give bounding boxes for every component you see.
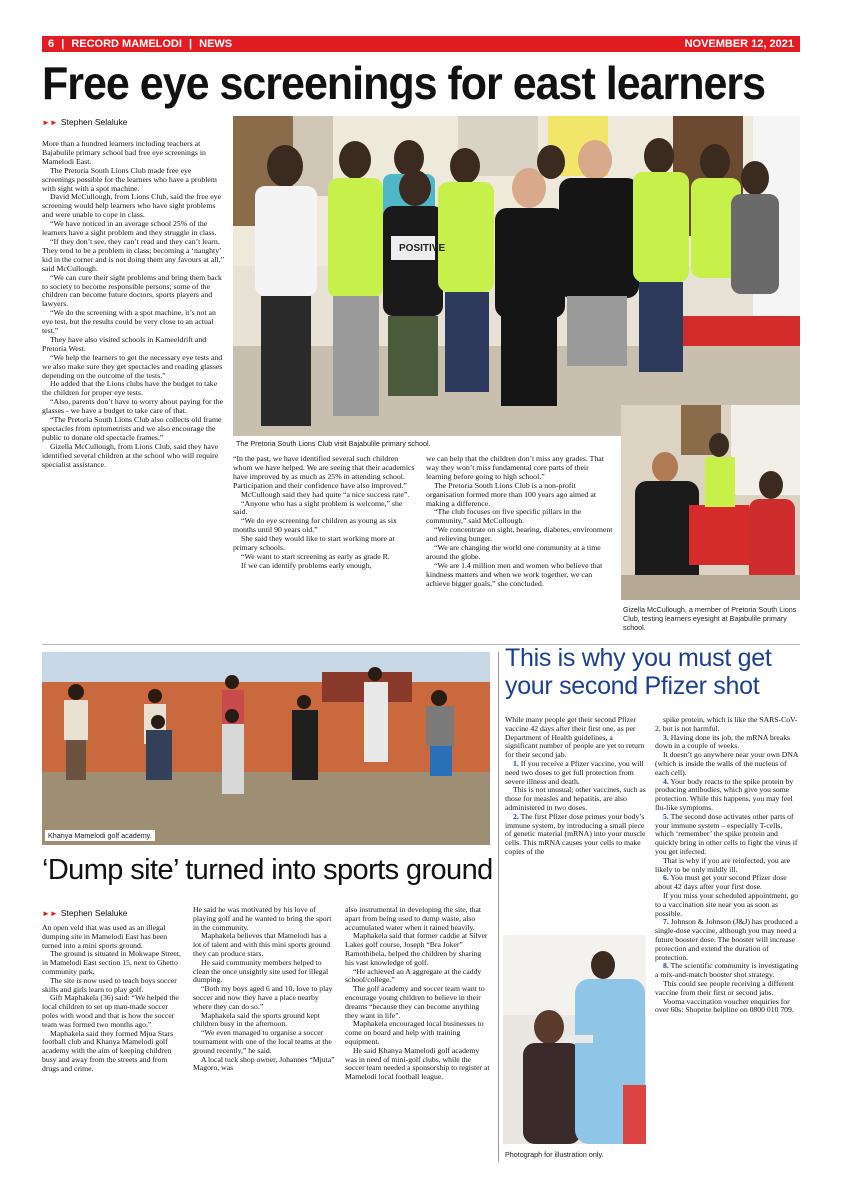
paragraph: While many people get their second Pfizer vaccine 42 days after their first one, as per Department of Health guidelines, a significant number of people are yet to return for their second jab. [505, 715, 645, 760]
paragraph: More than a hundred learners including teachers at Bajabulile primary school had free eye screenings in Mamelodi East. [42, 139, 206, 166]
item-text: This is not unusual; other vaccines, such as those for measles and hepatitis, are also administered in two doses. [505, 785, 646, 812]
item-text: Your body reacts to the spike protein by producing antibodies, which give you some protection. While this happens, you may feel flu-like symptoms. [655, 776, 794, 812]
publication-name: RECORD MAMELODI [71, 38, 182, 50]
item-number: 8. [663, 961, 669, 971]
byline-author: Stephen Selaluke [60, 908, 128, 918]
paragraph: Maphakela said the sports ground kept children busy in the afternoon. [193, 1010, 320, 1029]
paragraph: “We help the learners to get the necessary eye tests and we also make sure they get spectacles and reading glasses depending on the outcome of the tests.” [42, 352, 223, 380]
shirt-text: POSITIVE [399, 243, 446, 254]
paragraph: He said he was motivated by his love of playing golf and he wanted to bring the sport in the community. [193, 905, 332, 932]
paragraph: “We concentrate on sight, hearing, diabetes, environment and relieving hunger. [426, 525, 613, 544]
item-text: That is why if you are reinfected, you are likely to be only mildly ill. [655, 855, 791, 874]
paragraph: David McCullough, from Lions Club, said the free eye screening would help learners who have sight problems and were unable to cope in class. [42, 192, 222, 220]
paragraph: also instrumental in developing the site, that apart from being used to dump waste, also accumulated water when it rained heavily. [345, 905, 481, 932]
paragraph: “If they don’t see, they can’t read and they can’t learn. They tend to be a problem in class; becoming a ‘naughty’ kid in the corner and is not doing them any favours at all,” said McCullough. [42, 236, 225, 273]
paragraph: “We can cure their sight problems and bring them back to society to become responsible persons; some of the children can become future doctors, sports players and lawyers. [42, 272, 222, 309]
vaccine-photo-image [503, 935, 646, 1144]
item-text: Having done its job, the mRNA breaks down in a couple of weeks. [655, 732, 791, 751]
story3-headline: This is why you must get your second Pfizer shot [505, 644, 772, 700]
list-item [505, 786, 647, 812]
story1-column-3 [426, 455, 616, 640]
paragraph: Maphakela said that former caddie at Silver Lakes golf course, Joseph “Bra Joker” Ramothibela, helped the children by sharing his vast knowledge of golf. [345, 931, 488, 967]
group-photo [233, 116, 800, 436]
golf-photo [42, 652, 490, 845]
eye-test-photo-caption: Gizella McCullough, a member of Pretoria South Lions Club, testing learners eyesight at Bajabulile primary school. [623, 605, 797, 632]
paragraph: McCullough said they had quite “a nice success rate”. [241, 489, 410, 499]
vaccine-photo [503, 935, 646, 1144]
item-text: If you miss your scheduled appointment, go to a vaccination site near you as soon as possible. [655, 890, 799, 918]
paragraph: Maphakela encouraged local businesses to come on board and help with training equipment. [345, 1019, 484, 1046]
item-number: 6. [663, 873, 669, 883]
paragraph: “We are 1.4 million men and women who believe that kindness matters and when we work together, we can achieve bigger goals,” she concluded. [426, 560, 603, 588]
list-item [655, 778, 801, 813]
section-name: NEWS [199, 38, 233, 50]
story1-byline [42, 117, 127, 127]
list-item [655, 751, 801, 777]
story1-column-1 [42, 140, 226, 640]
paragraph: “Both my boys aged 6 and 10, love to play soccer and now they have a place nearby where they can do so.” [193, 984, 333, 1011]
paragraph: Maphakela believes that Mamelodi has a lot of talent and with this mini sports ground they can produce stars. [193, 931, 331, 958]
story3-column-2 [655, 716, 801, 1156]
paragraph: A local tuck shop owner, Johannes “Mjuta” Magoro, was [193, 1054, 335, 1073]
list-item [505, 760, 647, 786]
item-number: 1. [513, 758, 519, 768]
paragraph: Gift Maphakela (36) said: “We helped the local children to set up man-made soccer poles with wood and that is how the soccer team was formed two months ago.” [42, 993, 179, 1029]
paragraph: They have also visited schools in Kameeldrift and Pretoria West. [42, 334, 207, 353]
story3-column-1 [505, 716, 647, 931]
item-text: It doesn’t go anywhere near your own DNA (which is inside the walls of the nucleus of each cell). [655, 750, 798, 777]
item-text: Johnson & Johnson (J&J) has produced a single-dose vaccine, although you may need a future booster dose. The booster will increase protection and extend the duration of protection. [655, 917, 798, 962]
list-item [655, 813, 801, 857]
paragraph: “We even managed to organise a soccer tournament with one of the local teams at the ground recently,” he said. [193, 1028, 332, 1055]
paragraph: “Anyone who has a sight problem is welcome,” she said. [233, 498, 403, 517]
vaccine-photo-caption: Photograph for illustration only. [505, 1150, 604, 1159]
item-text: spike protein, which is like the SARS-CoV-2, but is not harmful. [655, 715, 798, 733]
paragraph: He said community members helped to clean the once unsightly site used for illegal dumping. [193, 957, 329, 985]
paragraph: “We are changing the world one community at a time around the globe. [426, 543, 601, 561]
eye-test-photo [621, 405, 800, 600]
story2-column-2 [193, 906, 336, 1164]
paragraph: “We have noticed in an average school 25% of the learners have a sight problem and they struggle in class. [42, 219, 217, 238]
paragraph: She said they would like to start working more at primary schools. [233, 534, 395, 553]
story1-column-2 [233, 455, 417, 640]
paragraph: The ground is situated in Mokwape Street, in Mamelodi East section 15, next to Ghetto community park. [42, 949, 181, 976]
header-left [48, 36, 232, 52]
paragraph: The Pretoria South Lions Club made free eye screenings possible for the learners who have a problem with sight with a spot machine. [42, 165, 217, 193]
header-separator: | [189, 38, 193, 50]
story1-headline: Free eye screenings for east learners [42, 58, 766, 110]
byline-arrow-icon: ►► [42, 909, 58, 918]
list-item [655, 874, 801, 892]
group-photo-image [233, 116, 800, 436]
list-item [655, 998, 801, 1016]
item-number: 5. [663, 811, 669, 821]
paragraph: He added that the Lions clubs have the budget to take the children for proper eye tests. [42, 379, 218, 398]
item-text: Vooma vaccination voucher enquiries for over 60s: Shoprite helpline on 0800 010 709. [655, 996, 794, 1015]
paragraph: “We do eye screening for children as young as six months until 90 years old.” [233, 516, 397, 535]
paragraph: “We want to start screening as early as grade R. [241, 551, 390, 561]
paragraph: “The club focuses on five specific pillars in the community,” said McCullough. [426, 507, 582, 526]
group-photo-caption: The Pretoria South Lions Club visit Bajabulile primary school. [236, 439, 431, 448]
list-item [655, 892, 801, 918]
paragraph: “He achieved an A aggregate at the caddy school/college.” [345, 966, 482, 985]
paragraph: An open veld that was used as an illegal dumping site in Mamelodi East has been turned into a mini sports ground. [42, 923, 168, 950]
paragraph: “Also, parents don’t have to worry about paying for the glasses - we have a budget to take care of that. [42, 397, 224, 416]
paragraph: “The Pretoria South Lions Club also collects old frame spectacles from optometrists and we also encourage the public to donate old spectacle frames.” [42, 415, 222, 442]
column-divider [498, 652, 499, 1162]
paragraph: The golf academy and soccer team want to encourage young children to believe in their dreams “because they can become anything they want in life”. [345, 984, 485, 1020]
paragraph: “In the past, we have identified several such children whom we have helped. We are seeing that their academics have improved by as much as 25% in attending school. Participation and their confidence have also improved.” [233, 454, 415, 490]
item-text: The second dose activates other parts of your immune system – especially T-cells, which ‘remember’ the spike protein and quickly bring in other cells to fight the virus if you get infected. [655, 811, 798, 856]
list-item [655, 980, 801, 998]
list-item [655, 734, 801, 752]
story2-column-3 [345, 906, 491, 1164]
story2-byline [42, 908, 127, 918]
item-number: 4. [663, 776, 669, 786]
paragraph: Gizella McCullough, from Lions Club, said they have identified several children at the school who will require specialist assistance. [42, 441, 219, 469]
item-number: 7. [663, 917, 669, 927]
issue-date: NOVEMBER 12, 2021 [684, 38, 794, 50]
item-number: 3. [663, 732, 669, 742]
byline-author: Stephen Selaluke [60, 117, 128, 127]
page-header-bar [42, 36, 800, 52]
story2-column-1 [42, 924, 185, 1164]
golf-photo-image [42, 652, 490, 845]
header-separator: | [61, 38, 65, 50]
list-item [505, 813, 647, 857]
paragraph: we can help that the children don’t miss any grades. That way they won’t miss fundamental core parts of their learning before going to high school.” [426, 454, 604, 481]
paragraph: The site is now used to teach boys soccer skills and girls learn to play golf. [42, 975, 177, 994]
paragraph: Maphakela said they formed Mjua Stars football club and Khanya Mamelodi golf academy with the aim of keeping children busy and away from the streets and from drugs and crime. [42, 1028, 174, 1073]
eye-test-photo-image [621, 405, 800, 600]
paragraph: The Pretoria South Lions Club is a non-profit organisation formed more than 100 years ago aimed at making a difference. [426, 480, 597, 508]
golf-photo-caption: Khanya Mamelodi golf academy. [45, 830, 155, 841]
paragraph: If we can identify problems early enough, [241, 560, 372, 570]
paragraph: He said Khanya Mamelodi golf academy was in need of mini-golf clubs, while the soccer team needed a sponsorship to register at Mamelodi local football league. [345, 1045, 490, 1082]
story2-headline: ‘Dump site’ turned into sports ground [42, 854, 493, 886]
list-item [655, 918, 801, 962]
paragraph: “We do the screening with a spot machine, it’s not an eye test, but the results could be very close to an actual test.” [42, 308, 216, 336]
page-number: 6 [48, 38, 55, 50]
byline-arrow-icon: ►► [42, 118, 58, 127]
list-item [655, 962, 801, 980]
item-number: 2. [513, 811, 519, 821]
item-text: You must get your second Pfizer dose about 42 days after your first dose. [655, 873, 787, 892]
list-item [655, 716, 801, 734]
item-text: The scientific community is investigating a mix-and-match booster shot strategy. [655, 961, 799, 980]
list-item [655, 857, 801, 875]
item-text: This could see people receiving a different vaccine from their first or second jabs. [655, 978, 794, 997]
item-text: If you receive a Pfizer vaccine, you will need two doses to get full protection from severe illness and death. [505, 758, 644, 786]
item-text: The first Pfizer dose primes your body’s immune system, by introducing a small piece of genetic material (mRNA) into your muscle cells. This mRNA causes your cells to make copies of the [505, 811, 646, 856]
